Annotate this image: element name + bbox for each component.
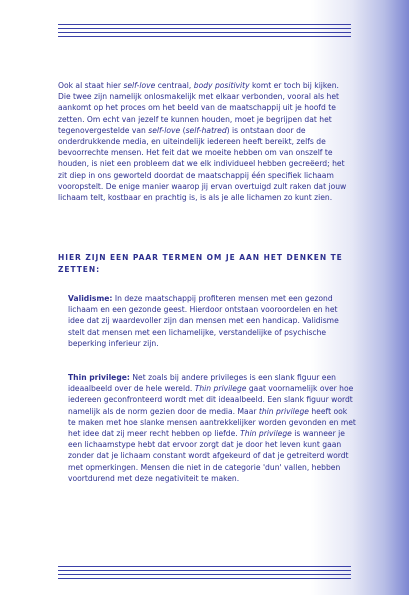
top-decorative-rules (58, 24, 351, 40)
bottom-decorative-rules (58, 566, 351, 582)
term-validisme: Validisme: (68, 294, 113, 303)
definition-thin-privilege: Thin privilege: Net zoals bij andere privileges is een slank figuur een ideaalbeeld over de hele wereld. Thin privilege gaat voornamelijk over hoe iedereen geconfronteerd wordt met dit ideaalbeeld. Een slank figuur wordt namelijk als de norm gezien door de media. Maar thin privilege heeft ook te maken met hoe slanke mensen aantrekkelijker worden gevonden en met het idee dat zij meer recht hebben op liefde. Thin privilege is wanneer je een lichaamstype hebt dat ervoor zorgt dat je door het leven kunt gaan zonder dat je lichaam constant wordt afgekeurd of dat je getreiterd wordt met opmerkingen. Mensen die niet in de categorie 'dun' vallen, hebben voortdurend met deze negativiteit te maken. (68, 373, 356, 483)
section-heading: HIER ZIJN EEN PAAR TERMEN OM JE AAN HET DENKEN TE ZETTEN: (58, 253, 343, 274)
term-thin-privilege: Thin privilege: (68, 373, 130, 382)
intro-paragraph: Ook al staat hier self-love centraal, body positivity komt er toch bij kijken. Die twee zijn namelijk onlosmakelijk met elkaar verbonden, vooral als het aankomt op het proces om het beeld van de maatschappij uit je hoofd te zetten. Om echt van jezelf te kunnen houden, moet je begrijpen dat het tegenovergestelde van self-love (self-hatred) is ontstaan door de onderdrukkende media, en uiteindelijk iedereen heeft bereikt, zelfs de bevoorrechte mensen. Het feit dat we moeite hebben om van onszelf te houden, is niet een probleem dat we elk individueel hebben gecreëerd; het zit diep in ons geworteld doordat de maatschappij één specifiek lichaam vooropstelt. De enige manier waarop jij ervan overtuigd zult raken dat jouw lichaam telt, kostbaar en prachtig is, is als je alle lichamen zo kunt zien. (58, 81, 347, 203)
definition-validisme: Validisme: In deze maatschappij profiteren mensen met een gezond lichaam en een gezonde geest. Hierdoor ontstaan vooroordelen en het idee dat zij waardevoller zijn dan mensen met een handicap. Validisme stelt dat mensen met een lichamelijke, verstandelijke of psychische beperking inferieur zijn. (68, 294, 339, 348)
